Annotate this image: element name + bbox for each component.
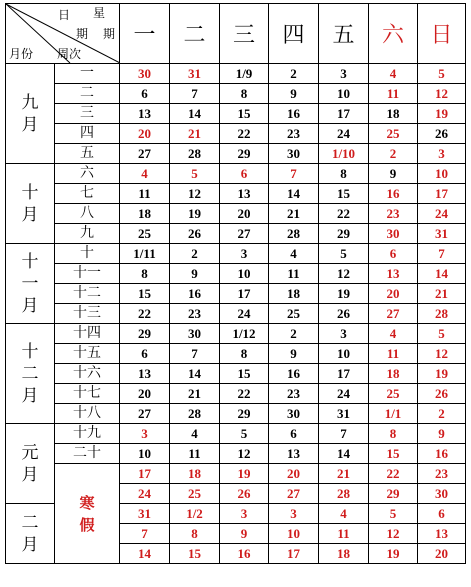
date-cell: 8 (220, 84, 269, 104)
date-cell: 7 (418, 244, 466, 264)
date-cell: 20 (120, 384, 170, 404)
date-cell: 24 (418, 204, 466, 224)
date-cell: 14 (319, 444, 369, 464)
week-number-cell: 四 (55, 124, 120, 144)
date-cell: 30 (269, 404, 319, 424)
date-cell: 25 (369, 384, 418, 404)
date-cell: 5 (220, 424, 269, 444)
week-number-cell: 十二 (55, 284, 120, 304)
date-cell: 24 (319, 384, 369, 404)
date-cell: 22 (220, 124, 269, 144)
date-cell: 7 (170, 84, 220, 104)
date-cell: 17 (319, 104, 369, 124)
date-cell: 11 (170, 444, 220, 464)
date-cell: 11 (269, 264, 319, 284)
date-cell: 31 (319, 404, 369, 424)
date-cell: 16 (269, 364, 319, 384)
date-cell: 9 (220, 524, 269, 544)
date-cell: 13 (369, 264, 418, 284)
date-cell: 31 (418, 224, 466, 244)
corner-label-qi-1: 期 (76, 27, 89, 41)
date-cell: 15 (369, 444, 418, 464)
date-cell: 25 (170, 484, 220, 504)
weekday-header-tue: 二 (170, 4, 220, 64)
weekday-header-sun: 日 (418, 4, 466, 64)
date-cell: 12 (369, 524, 418, 544)
week-number-cell: 十七 (55, 384, 120, 404)
date-cell: 8 (120, 264, 170, 284)
date-cell: 8 (170, 524, 220, 544)
date-cell: 12 (418, 84, 466, 104)
date-cell: 27 (269, 484, 319, 504)
calendar-row (6, 304, 466, 324)
date-cell: 20 (369, 284, 418, 304)
date-cell: 30 (120, 64, 170, 84)
date-cell: 27 (220, 224, 269, 244)
date-cell: 4 (120, 164, 170, 184)
date-cell: 8 (220, 344, 269, 364)
week-number-cell: 十六 (55, 364, 120, 384)
date-cell: 30 (269, 144, 319, 164)
date-cell: 16 (369, 184, 418, 204)
date-cell: 6 (220, 164, 269, 184)
date-cell: 15 (220, 364, 269, 384)
week-number-cell: 十九 (55, 424, 120, 444)
date-cell: 23 (369, 204, 418, 224)
date-cell: 20 (220, 204, 269, 224)
month-label-cell: 二 月 (6, 504, 55, 564)
date-cell: 6 (369, 244, 418, 264)
date-cell: 4 (369, 324, 418, 344)
date-cell: 4 (369, 64, 418, 84)
date-cell: 16 (418, 444, 466, 464)
date-cell: 29 (319, 224, 369, 244)
date-cell: 5 (418, 324, 466, 344)
date-cell: 30 (369, 224, 418, 244)
date-cell: 6 (120, 84, 170, 104)
calendar-row (6, 344, 466, 364)
date-cell: 9 (170, 264, 220, 284)
date-cell: 28 (170, 144, 220, 164)
date-cell: 10 (269, 524, 319, 544)
date-cell: 14 (418, 264, 466, 284)
date-cell: 18 (369, 364, 418, 384)
date-cell: 12 (319, 264, 369, 284)
date-cell: 6 (120, 344, 170, 364)
date-cell: 26 (220, 484, 269, 504)
date-cell: 28 (418, 304, 466, 324)
calendar-row (6, 424, 466, 444)
date-cell: 26 (170, 224, 220, 244)
date-cell: 8 (319, 164, 369, 184)
month-label-cell: 十 二 月 (6, 324, 55, 424)
date-cell: 29 (120, 324, 170, 344)
date-cell: 27 (120, 404, 170, 424)
date-cell: 25 (369, 124, 418, 144)
date-cell: 5 (369, 504, 418, 524)
date-cell: 11 (120, 184, 170, 204)
date-cell: 30 (170, 324, 220, 344)
header-row (6, 4, 466, 64)
date-cell: 1/12 (220, 324, 269, 344)
date-cell: 18 (120, 204, 170, 224)
date-cell: 17 (319, 364, 369, 384)
date-cell: 19 (170, 204, 220, 224)
week-number-cell: 六 (55, 164, 120, 184)
calendar-row (6, 104, 466, 124)
week-number-cell: 五 (55, 144, 120, 164)
calendar-row (6, 324, 466, 344)
date-cell: 29 (220, 144, 269, 164)
date-cell: 18 (170, 464, 220, 484)
month-label-cell: 十 月 (6, 164, 55, 244)
date-cell: 9 (269, 344, 319, 364)
date-cell: 24 (319, 124, 369, 144)
date-cell: 6 (418, 504, 466, 524)
date-cell: 19 (220, 464, 269, 484)
date-cell: 3 (319, 64, 369, 84)
date-cell: 11 (369, 344, 418, 364)
date-cell: 26 (418, 384, 466, 404)
week-number-cell: 十三 (55, 304, 120, 324)
date-cell: 17 (120, 464, 170, 484)
calendar-row (6, 404, 466, 424)
date-cell: 3 (418, 144, 466, 164)
date-cell: 2 (170, 244, 220, 264)
date-cell: 7 (319, 424, 369, 444)
weekday-header-sat: 六 (369, 4, 418, 64)
date-cell: 22 (220, 384, 269, 404)
date-cell: 22 (319, 204, 369, 224)
month-label-cell: 十 一 月 (6, 244, 55, 324)
date-cell: 28 (170, 404, 220, 424)
date-cell: 1/2 (170, 504, 220, 524)
date-cell: 10 (220, 264, 269, 284)
date-cell: 21 (418, 284, 466, 304)
week-number-cell: 三 (55, 104, 120, 124)
date-cell: 31 (170, 64, 220, 84)
month-label-cell: 元 月 (6, 424, 55, 504)
calendar-row (6, 384, 466, 404)
date-cell: 21 (319, 464, 369, 484)
date-cell: 16 (170, 284, 220, 304)
date-cell: 12 (170, 184, 220, 204)
week-number-cell: 十一 (55, 264, 120, 284)
date-cell: 31 (120, 504, 170, 524)
week-number-cell: 十八 (55, 404, 120, 424)
date-cell: 15 (319, 184, 369, 204)
weekday-header-thu: 四 (269, 4, 319, 64)
date-cell: 3 (120, 424, 170, 444)
date-cell: 17 (269, 544, 319, 564)
date-cell: 13 (220, 184, 269, 204)
calendar-row (6, 264, 466, 284)
date-cell: 1/11 (120, 244, 170, 264)
date-cell: 10 (418, 164, 466, 184)
calendar-row (6, 64, 466, 84)
week-number-cell: 十 (55, 244, 120, 264)
date-cell: 11 (369, 84, 418, 104)
date-cell: 18 (369, 104, 418, 124)
date-cell: 7 (269, 164, 319, 184)
date-cell: 17 (418, 184, 466, 204)
calendar-row (6, 284, 466, 304)
date-cell: 10 (120, 444, 170, 464)
date-cell: 16 (269, 104, 319, 124)
date-cell: 25 (120, 224, 170, 244)
corner-label-day: 日 (58, 8, 71, 22)
calendar-row (6, 164, 466, 184)
date-cell: 19 (319, 284, 369, 304)
date-cell: 18 (269, 284, 319, 304)
date-cell: 19 (369, 544, 418, 564)
corner-label-week: 周次 (57, 47, 82, 61)
week-number-cell: 九 (55, 224, 120, 244)
calendar-row (6, 144, 466, 164)
date-cell: 20 (120, 124, 170, 144)
calendar-row (6, 84, 466, 104)
week-number-cell: 七 (55, 184, 120, 204)
week-number-cell: 十五 (55, 344, 120, 364)
date-cell: 3 (220, 244, 269, 264)
date-cell: 23 (269, 384, 319, 404)
date-cell: 16 (220, 544, 269, 564)
date-cell: 21 (170, 124, 220, 144)
date-cell: 9 (269, 84, 319, 104)
calendar-row (6, 244, 466, 264)
date-cell: 3 (269, 504, 319, 524)
date-cell: 18 (319, 544, 369, 564)
date-cell: 23 (418, 464, 466, 484)
date-cell: 5 (418, 64, 466, 84)
date-cell: 1/10 (319, 144, 369, 164)
date-cell: 26 (418, 124, 466, 144)
calendar-body (6, 64, 466, 564)
weekday-header-wed: 三 (220, 4, 269, 64)
date-cell: 9 (418, 424, 466, 444)
date-cell: 17 (220, 284, 269, 304)
date-cell: 2 (418, 404, 466, 424)
date-cell: 10 (319, 344, 369, 364)
date-cell: 21 (170, 384, 220, 404)
date-cell: 29 (369, 484, 418, 504)
date-cell: 25 (269, 304, 319, 324)
date-cell: 14 (170, 364, 220, 384)
corner-label-qi-2: 期 (103, 27, 116, 41)
date-cell: 6 (269, 424, 319, 444)
date-cell: 23 (269, 124, 319, 144)
date-cell: 13 (418, 524, 466, 544)
winter-holiday-label: 寒 假 (55, 464, 120, 564)
month-label-cell: 九 月 (6, 64, 55, 164)
week-number-cell: 八 (55, 204, 120, 224)
date-cell: 21 (269, 204, 319, 224)
week-number-cell: 二 (55, 84, 120, 104)
date-cell: 20 (269, 464, 319, 484)
calendar-row (6, 184, 466, 204)
corner-label-xing: 星 (93, 6, 106, 20)
calendar-row (6, 444, 466, 464)
date-cell: 1/9 (220, 64, 269, 84)
date-cell: 2 (269, 64, 319, 84)
calendar-row (6, 124, 466, 144)
date-cell: 3 (319, 324, 369, 344)
date-cell: 29 (220, 404, 269, 424)
date-cell: 30 (418, 484, 466, 504)
date-cell: 28 (319, 484, 369, 504)
week-number-cell: 二十 (55, 444, 120, 464)
date-cell: 13 (269, 444, 319, 464)
date-cell: 2 (369, 144, 418, 164)
date-cell: 23 (170, 304, 220, 324)
date-cell: 15 (120, 284, 170, 304)
date-cell: 24 (120, 484, 170, 504)
date-cell: 4 (319, 504, 369, 524)
weekday-header-fri: 五 (319, 4, 369, 64)
date-cell: 27 (120, 144, 170, 164)
week-number-cell: 一 (55, 64, 120, 84)
week-number-cell: 十四 (55, 324, 120, 344)
date-cell: 14 (269, 184, 319, 204)
date-cell: 12 (220, 444, 269, 464)
calendar-row (6, 364, 466, 384)
date-cell: 26 (319, 304, 369, 324)
date-cell: 15 (170, 544, 220, 564)
date-cell: 15 (220, 104, 269, 124)
calendar-row (6, 464, 466, 484)
date-cell: 27 (369, 304, 418, 324)
date-cell: 4 (170, 424, 220, 444)
date-cell: 7 (170, 344, 220, 364)
date-cell: 11 (319, 524, 369, 544)
date-cell: 5 (319, 244, 369, 264)
calendar-row (6, 204, 466, 224)
date-cell: 19 (418, 364, 466, 384)
date-cell: 5 (170, 164, 220, 184)
date-cell: 1/1 (369, 404, 418, 424)
corner-label-month: 月份 (9, 47, 34, 61)
date-cell: 2 (269, 324, 319, 344)
date-cell: 4 (269, 244, 319, 264)
corner-header-cell (6, 4, 120, 64)
date-cell: 10 (319, 84, 369, 104)
date-cell: 14 (120, 544, 170, 564)
date-cell: 8 (369, 424, 418, 444)
school-calendar-table (5, 3, 466, 564)
date-cell: 13 (120, 104, 170, 124)
weekday-header-mon: 一 (120, 4, 170, 64)
date-cell: 28 (269, 224, 319, 244)
date-cell: 12 (418, 344, 466, 364)
date-cell: 3 (220, 504, 269, 524)
date-cell: 24 (220, 304, 269, 324)
date-cell: 7 (120, 524, 170, 544)
date-cell: 22 (369, 464, 418, 484)
calendar-row (6, 224, 466, 244)
date-cell: 22 (120, 304, 170, 324)
date-cell: 14 (170, 104, 220, 124)
date-cell: 20 (418, 544, 466, 564)
date-cell: 13 (120, 364, 170, 384)
date-cell: 9 (369, 164, 418, 184)
date-cell: 19 (418, 104, 466, 124)
